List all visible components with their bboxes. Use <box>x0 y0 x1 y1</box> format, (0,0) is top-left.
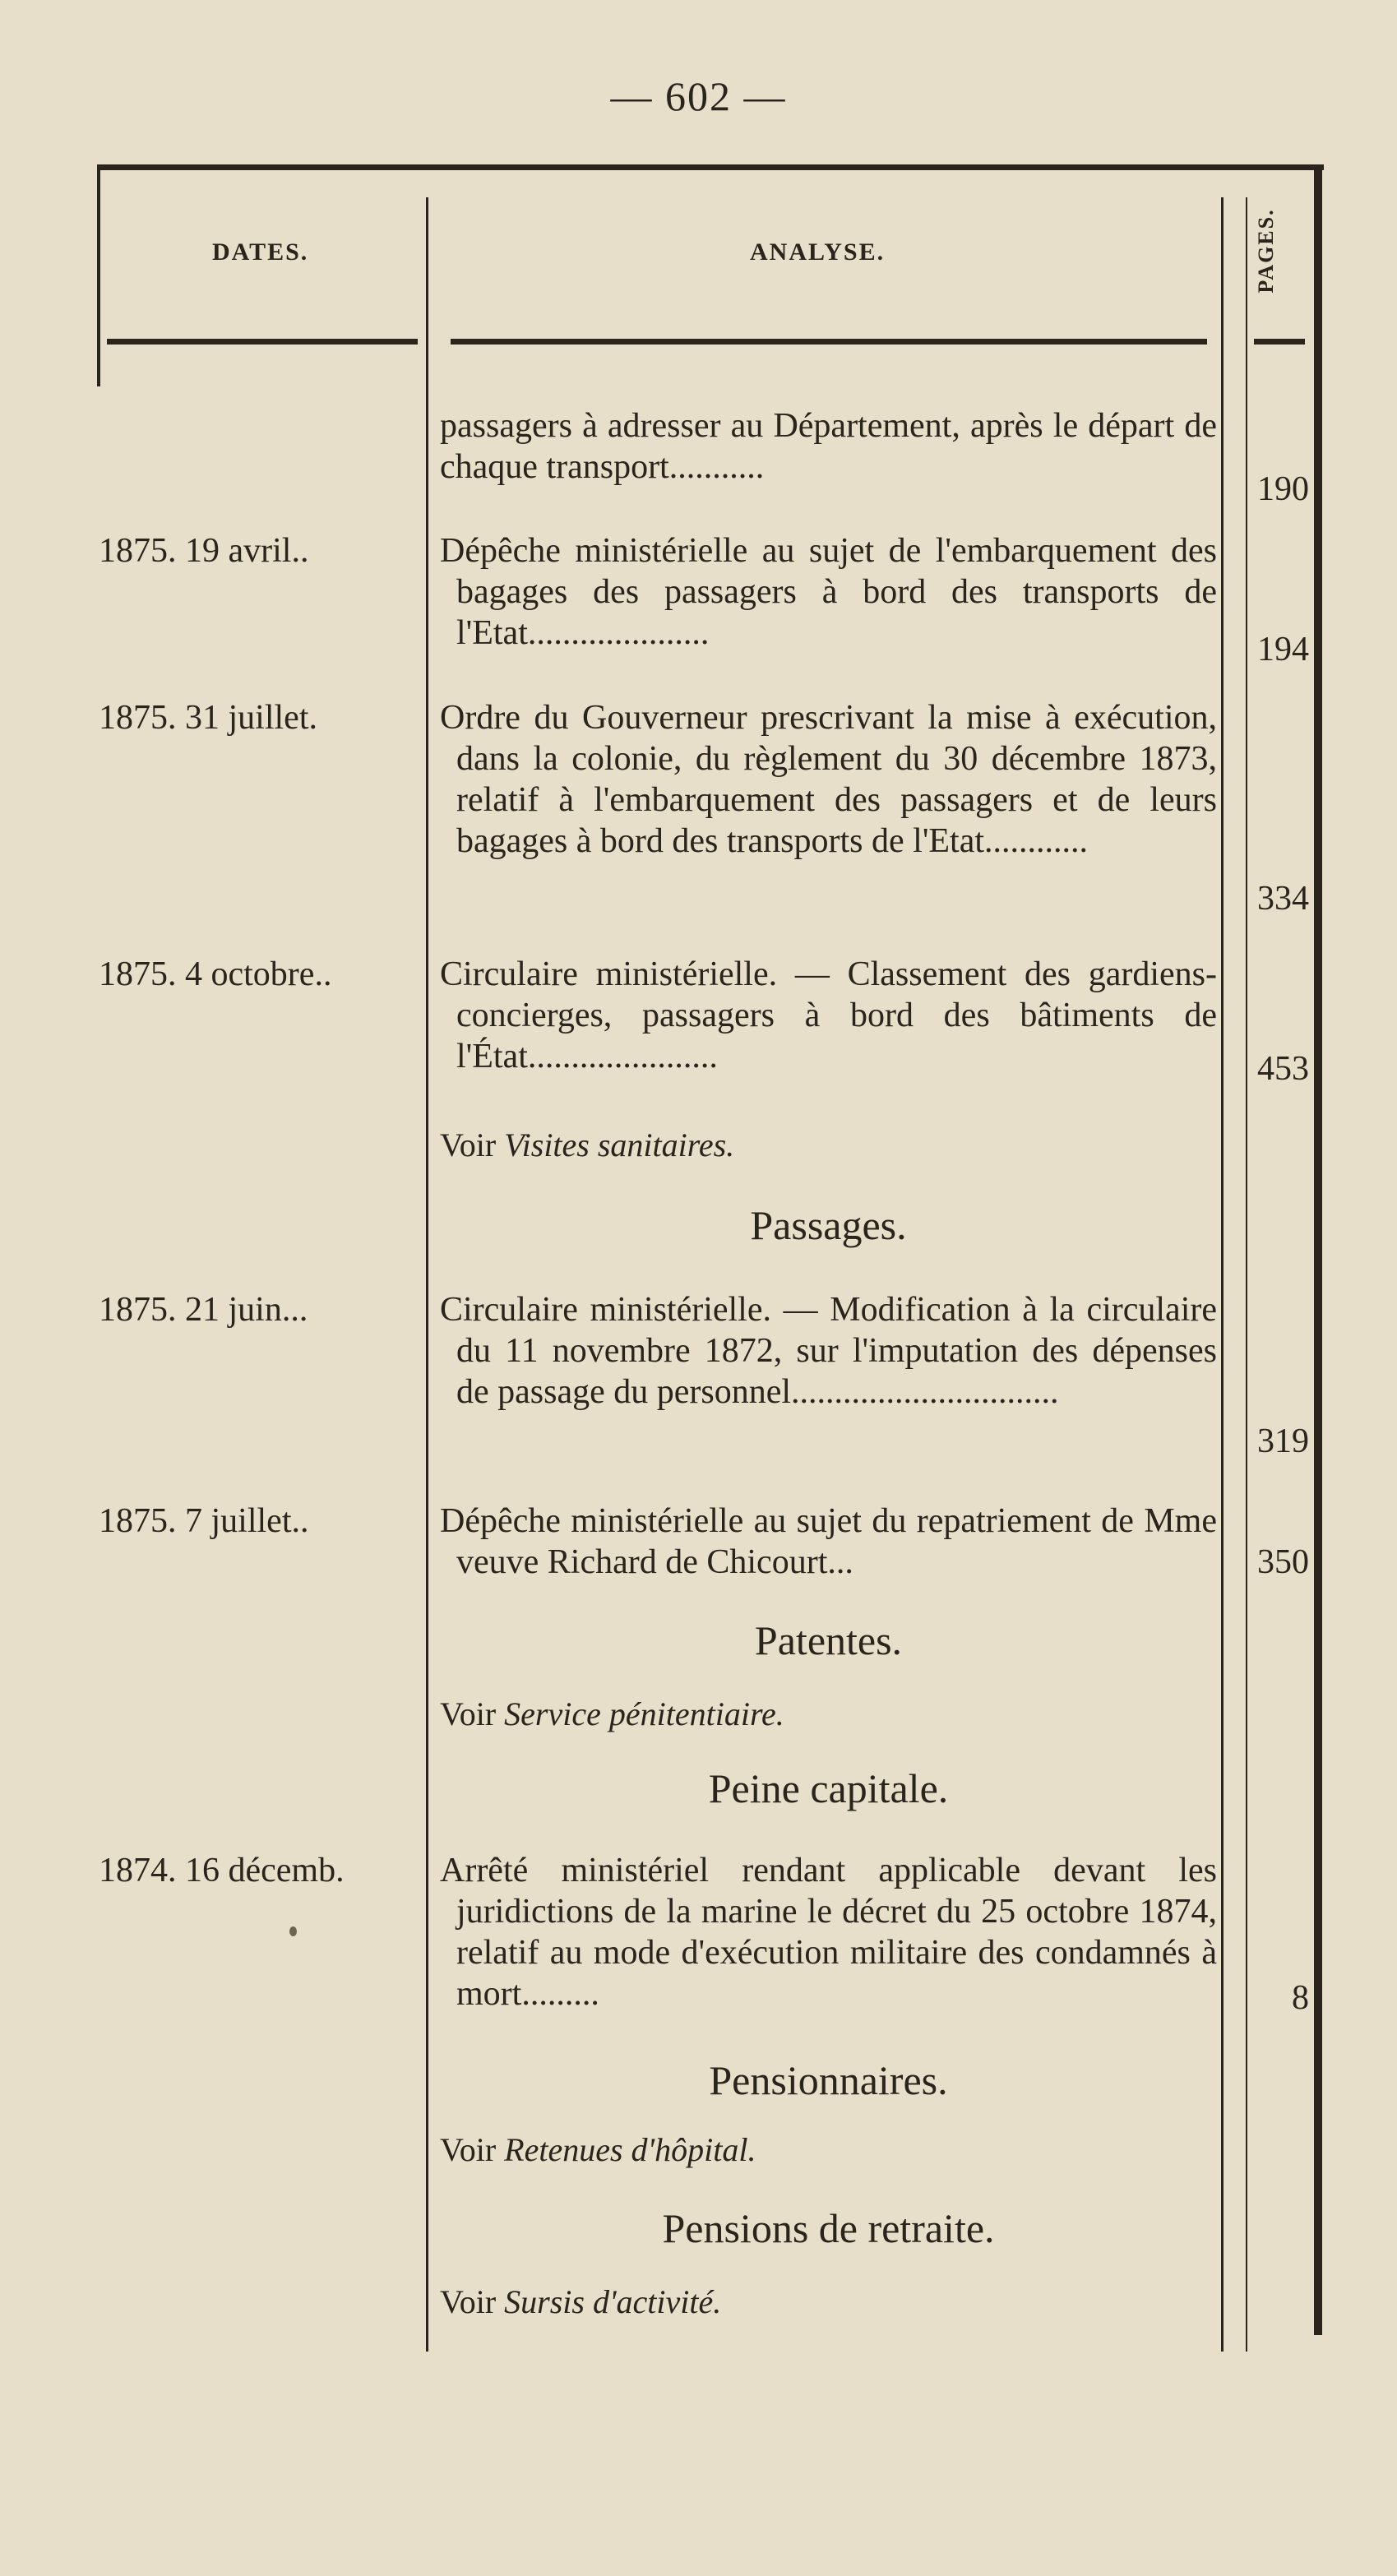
header-dates: DATES. <box>212 238 309 266</box>
entry-text: Circulaire ministérielle. — Classement des gardiens-concierges, passagers à bord des bâtiments de l'État...................... <box>440 955 1217 1075</box>
voir-prefix: Voir <box>440 2283 497 2320</box>
section-title-pensions-de-retraite: Pensions de retraite. <box>662 2205 995 2251</box>
voir-ref: Retenues d'hôpital. <box>504 2131 756 2168</box>
entry-text: passagers à adresser au Département, après le départ de chaque transport........... <box>440 407 1217 486</box>
ink-spot <box>289 1926 297 1936</box>
header-rule-dates <box>107 339 418 345</box>
entry-text: Arrêté ministériel rendant applicable devant les juridictions de la marine le décret du 25 octobre 1874, relatif au mode d'exécution militaire des condamnés à mort......... <box>440 1852 1217 2013</box>
entry-page: 194 <box>1257 631 1309 668</box>
voir-reference <box>440 1125 1217 1166</box>
entry-date: 1875. 31 juillet. <box>99 699 317 737</box>
entry-text: Dépêche ministérielle au sujet de l'embarquement des bagages des passagers à bord des transports de l'Etat..................... <box>440 532 1217 652</box>
column-divider-pages <box>1246 197 1247 2352</box>
voir-reference <box>440 1694 1217 1735</box>
section-title-peine-capitale: Peine capitale. <box>708 1765 949 1811</box>
voir-prefix: Voir <box>440 1695 497 1732</box>
section-title-pensionnaires: Pensionnaires. <box>709 2057 948 2103</box>
voir-ref: Sursis d'activité. <box>504 2283 722 2320</box>
table-left-rule <box>97 164 100 386</box>
section-title-passages: Passages. <box>750 1202 907 1248</box>
entry-date: 1874. 16 décemb. <box>99 1852 345 1889</box>
entry-page: 350 <box>1257 1543 1309 1581</box>
entry-page: 8 <box>1292 1979 1309 2017</box>
entry-date: 1875. 19 avril.. <box>99 532 309 570</box>
voir-reference <box>440 2282 1217 2323</box>
voir-prefix: Voir <box>440 2131 497 2168</box>
page-number: — 602 — <box>610 73 787 119</box>
entry-date: 1875. 7 juillet.. <box>99 1502 309 1540</box>
column-divider-analyse <box>1221 197 1224 2352</box>
voir-prefix: Voir <box>440 1126 497 1163</box>
entry-text: Dépêche ministérielle au sujet du repatriement de Mme veuve Richard de Chicourt... <box>440 1502 1217 1581</box>
header-pages <box>1237 197 1295 312</box>
entry-date: 1875. 4 octobre.. <box>99 955 332 993</box>
voir-ref: Visites sanitaires. <box>504 1126 735 1163</box>
header-analyse: ANALYSE. <box>750 238 886 266</box>
entry-page: 334 <box>1257 880 1309 918</box>
entry-page: 319 <box>1257 1422 1309 1460</box>
entry-text: Circulaire ministérielle. — Modification à la circulaire du 11 novembre 1872, sur l'imputation des dépenses de passage du personnel............................... <box>440 1291 1217 1411</box>
column-divider-dates <box>426 197 428 2352</box>
header-rule-pages <box>1254 339 1305 345</box>
voir-ref: Service pénitentiaire. <box>504 1695 784 1732</box>
table-top-rule <box>97 164 1324 170</box>
header-rule-analyse <box>451 339 1207 345</box>
header-pages-label: PAGES. <box>1254 208 1278 294</box>
section-title-patentes: Patentes. <box>754 1617 903 1663</box>
voir-reference <box>440 2130 1217 2171</box>
entry-text: Ordre du Gouverneur prescrivant la mise à exécution, dans la colonie, du règlement du 30 décembre 1873, relatif à l'embarquement des passagers et de leurs bagages à bord des transports de l'Etat............ <box>440 699 1217 860</box>
entry-date: 1875. 21 juin... <box>99 1291 308 1329</box>
table-right-rule <box>1314 164 1322 2335</box>
entry-page: 190 <box>1257 470 1309 508</box>
entry-page: 453 <box>1257 1050 1309 1088</box>
